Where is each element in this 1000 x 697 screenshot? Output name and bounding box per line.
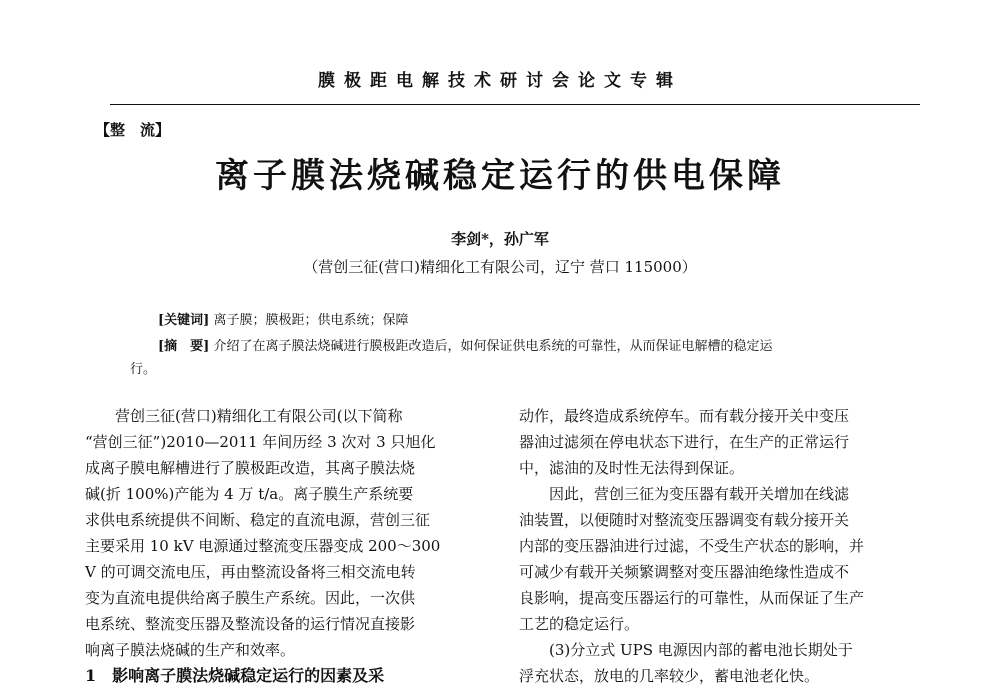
affiliation: （营创三征(营口)精细化工有限公司，辽宁 营口 115000） — [303, 258, 697, 276]
body-line: 可减少有载开关频繁调整对变压器油绝缘性造成不 — [519, 563, 850, 581]
right-column — [519, 403, 921, 689]
keywords — [158, 309, 408, 328]
body-line: 因此，营创三征为变压器有载开关增加在线滤 — [549, 485, 850, 503]
body-line: 良影响，提高变压器运行的可靠性，从而保证了生产 — [519, 589, 865, 607]
body-line: (3)分立式 UPS 电源因内部的蓄电池长期处于 — [549, 641, 853, 659]
body-line: V 的可调交流电压，再由整流设备将三相交流电转 — [85, 563, 416, 581]
header-rule — [110, 104, 920, 105]
section-heading: 1 影响离子膜法烧碱稳定运行的因素及采 — [85, 666, 385, 685]
body-line: 油装置，以便随时对整流变压器调变有载分接开关 — [519, 511, 850, 529]
journal-header: 膜极距电解技术研讨会论文专辑 — [318, 71, 682, 91]
abstract — [158, 335, 772, 354]
body-line: 动作，最终造成系统停车。而有载分接开关中变压 — [519, 407, 850, 425]
body-line: 营创三征(营口)精细化工有限公司(以下简称 — [115, 407, 403, 425]
body-line: 变为直流电提供给离子膜生产系统。因此，一次供 — [85, 589, 416, 607]
article-title: 离子膜法烧碱稳定运行的供电保障 — [215, 156, 785, 196]
abstract-label: [摘 要] — [158, 339, 210, 354]
body-line: 电系统、整流变压器及整流设备的运行情况直接影 — [85, 615, 416, 633]
body-line: 内部的变压器油进行过滤，不受生产状态的影响，并 — [519, 537, 865, 555]
abstract-text-2: 行。 — [130, 362, 157, 377]
abstract-text-1: 介绍了在离子膜法烧碱进行膜极距改造后，如何保证供电系统的可靠性，从而保证电解槽的稳定运 — [213, 339, 773, 354]
body-line: 主要采用 10 kV 电源通过整流变压器变成 200～300 — [85, 537, 441, 555]
body-line: 求供电系统提供不间断、稳定的直流电源，营创三征 — [85, 511, 431, 529]
body-line: 碱(折 100%)产能为 4 万 t/a。离子膜生产系统要 — [85, 485, 414, 503]
body-line: 浮充状态，放电的几率较少，蓄电池老化快。 — [519, 667, 820, 685]
column-tag: 【整 流】 — [95, 121, 171, 139]
authors: 李剑*，孙广军 — [451, 230, 549, 248]
body-line: 器油过滤须在停电状态下进行，在生产的正常运行 — [519, 433, 850, 451]
body-line: 响离子膜法烧碱的生产和效率。 — [85, 641, 296, 659]
body-line: “营创三征”)2010—2011 年间历经 3 次对 3 只旭化 — [85, 433, 436, 451]
body-line: 工艺的稳定运行。 — [519, 615, 640, 633]
body-line: 成离子膜电解槽进行了膜极距改造，其离子膜法烧 — [85, 459, 416, 477]
left-column — [85, 403, 493, 689]
keywords-text: 离子膜；膜极距；供电系统；保障 — [213, 313, 409, 328]
body-line: 中，滤油的及时性无法得到保证。 — [519, 459, 745, 477]
keywords-label: [关键词] — [158, 313, 210, 328]
